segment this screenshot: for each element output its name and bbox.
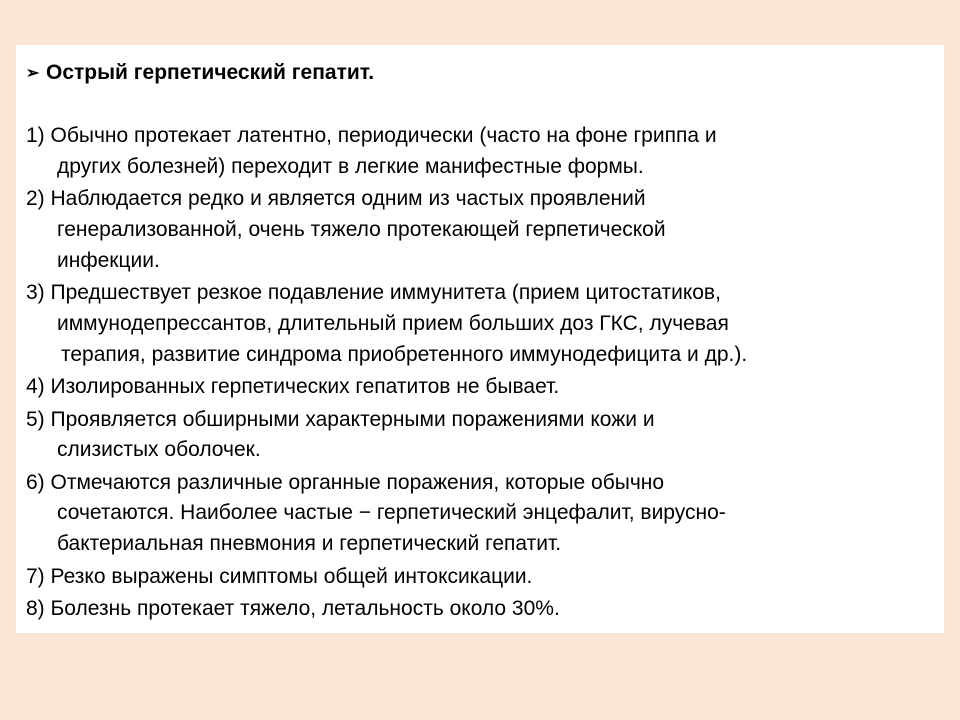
item-line: слизистых оболочек. (57, 438, 261, 462)
item-line: терапия, развитие синдрома приобретенного иммунодефицита и др.). (61, 342, 748, 366)
list-item (26, 594, 941, 625)
numbered-list (26, 121, 941, 627)
list-item (26, 468, 941, 560)
item-line: другиx болезней) переходит в легкие манифестные формы. (57, 154, 644, 178)
list-item (26, 184, 941, 276)
list-item (26, 121, 941, 182)
item-line: инфекции. (57, 248, 160, 272)
item-line: 5) Проявляется обширными характерными поражениями кожи и (26, 407, 655, 431)
item-line: 1) Обычно протекает латентно, периодически (часто на фоне гриппа и (26, 124, 717, 147)
item-line: 7) Резко выражены симптомы общей интоксикации. (26, 564, 533, 588)
item-line: 4) Изолированных герпетических гепатитов не бывает. (26, 375, 560, 399)
item-line: сочетаются. Наиболее частые − герпетический энцефалит, вирусно- (57, 501, 726, 525)
list-item (26, 372, 941, 403)
item-line: генерализованной, очень тяжело протекающей герпетической (57, 217, 666, 241)
list-item (26, 405, 941, 466)
list-item (26, 562, 941, 593)
item-line: 8) Болезнь протекает тяжело, летальность около 30%. (26, 597, 560, 621)
item-line: 2) Наблюдается редко и является одним из частых проявлений (26, 187, 646, 211)
slide-heading (26, 61, 374, 85)
arrow-bullet-icon: ➢ (26, 65, 40, 82)
list-item (26, 278, 941, 370)
content-box (16, 45, 944, 633)
item-line: 3) Предшествует резкое подавление иммунитета (прием цитостатиков, (26, 281, 721, 305)
item-line: 6) Отмечаются различные органные поражения, которые обычно (26, 470, 665, 494)
heading-text: Острый герпетический гепатит. (46, 61, 375, 84)
item-line: бактериальная пневмония и герпетический гепатит. (57, 532, 562, 556)
item-line: иммунодепрессантов, длительный прием больших доз ГКС, лучевая (57, 311, 729, 335)
